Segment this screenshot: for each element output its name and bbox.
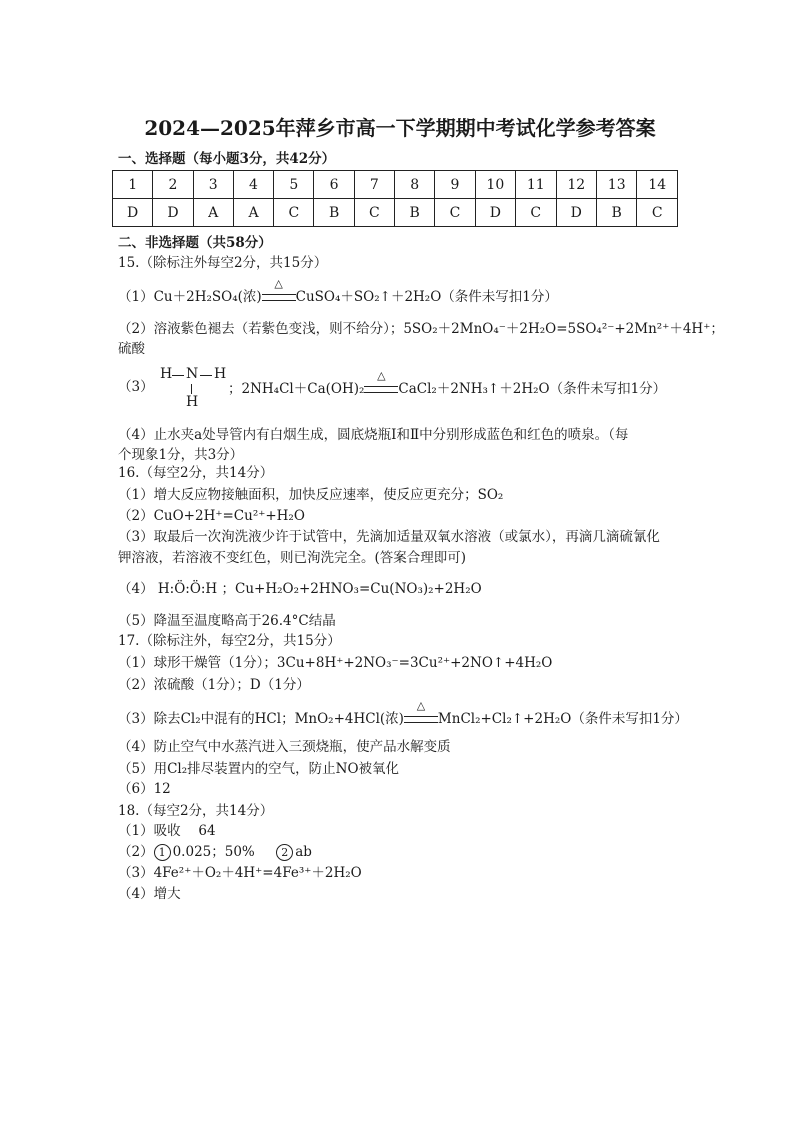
answer-table-number-cell: 2: [153, 171, 193, 199]
answer-table-answer-cell: A: [233, 199, 273, 227]
q15-part3-label: （3）: [118, 379, 154, 395]
circled-number: 2: [276, 844, 293, 861]
struct-h-right: H: [214, 366, 227, 382]
answer-table-number-cell: 8: [395, 171, 435, 199]
q16-part3-line2: 钾溶液，若溶液不变红色，则已洵洗完全。(答案合理即可): [118, 550, 467, 566]
circled-number: 1: [154, 844, 171, 861]
q17-part6: （6）12: [118, 781, 171, 797]
struct-n: N: [186, 366, 199, 382]
struct-h-left: H: [160, 366, 173, 382]
q15-heading: 15.（除标注外每空2分，共15分）: [118, 255, 328, 271]
answer-table-number-cell: 5: [274, 171, 314, 199]
q15-part3-equation: [228, 369, 667, 398]
answer-table-number-cell: 14: [637, 171, 678, 199]
heat-condition: [262, 277, 296, 306]
q18-part2-label: （2）: [118, 844, 154, 860]
answer-table-answer-row: [113, 199, 678, 227]
heat-condition: [404, 699, 438, 728]
page-title: 2024—2025年萍乡市高一下学期期中考试化学参考答案: [144, 116, 656, 140]
q15-part4-line1: （4）止水夹a处导管内有白烟生成，圆底烧瓶Ⅰ和Ⅱ中分别形成蓝色和红色的喷泉。（每: [118, 427, 629, 443]
q18-part3: （3）4Fe²⁺＋O₂＋4H⁺=4Fe³⁺＋2H₂O: [118, 865, 362, 881]
answer-table-number-cell: 1: [113, 171, 153, 199]
struct-h-bottom: H: [186, 394, 199, 410]
answer-table-answer-cell: D: [113, 199, 153, 227]
q17-part2: （2）浓硫酸（1分）；D（1分）: [118, 677, 310, 693]
answer-table-answer-cell: B: [596, 199, 636, 227]
q16-part4: （4） H:Ö:Ö:H ；Cu+H₂O₂+2HNO₃=Cu(NO₃)₂+2H₂O: [118, 581, 482, 597]
answer-table-number-row: [113, 171, 678, 199]
nh3-structure: [158, 366, 228, 410]
answer-table-number-cell: 6: [314, 171, 354, 199]
q18-heading: 18.（每空2分，共14分）: [118, 803, 274, 819]
q15-part1-right: CuSO₄＋SO₂↑＋2H₂O（条件未写扣1分）: [295, 289, 558, 305]
q18-part2-b: ab: [295, 844, 312, 860]
q15-part3-left: ；2NH₄Cl＋Ca(OH)₂: [228, 381, 365, 397]
heat-symbol: △: [416, 699, 426, 712]
answer-table-number-cell: 13: [596, 171, 636, 199]
q17-part4: （4）防止空气中水蒸汽进入三颈烧瓶，使产品水解变质: [118, 739, 451, 755]
q17-part1: （1）球形干燥管（1分）；3Cu+8H⁺+2NO₃⁻=3Cu²⁺+2NO↑+4H₂O: [118, 655, 553, 671]
q15-part2-line1: （2）溶液紫色褪去（若紫色变浅，则不给分）；5SO₂＋2MnO₄⁻＋2H₂O=5SO₄²⁻+2Mn²⁺＋4H⁺；: [118, 321, 724, 337]
answer-table-number-cell: 7: [354, 171, 394, 199]
q16-part1: （1）增大反应物接触面积，加快反应速率，使反应更充分；SO₂: [118, 487, 504, 503]
q17-part3-right: MnCl₂+Cl₂↑+2H₂O（条件未写扣1分）: [437, 711, 688, 727]
answer-table-answer-cell: B: [395, 199, 435, 227]
q17-part5: （5）用Cl₂排尽装置内的空气，防止NO被氧化: [118, 761, 400, 777]
answer-table-answer-cell: C: [435, 199, 475, 227]
q18-part1: （1）吸收 64: [118, 823, 216, 839]
q18-part4: （4）增大: [118, 886, 181, 902]
q18-part2: [118, 843, 312, 861]
answer-table-answer-cell: C: [274, 199, 314, 227]
answer-table-answer-cell: D: [475, 199, 515, 227]
q16-part5: （5）降温至温度略高于26.4°C结晶: [118, 613, 336, 629]
answer-table-number-cell: 9: [435, 171, 475, 199]
heat-condition: [364, 369, 398, 398]
q18-part2-a: 0.025；50%: [172, 844, 255, 860]
answer-table-answer-cell: D: [556, 199, 596, 227]
q15-part4-line2: 个现象1分，共3分）: [118, 447, 244, 463]
answer-table: [112, 170, 678, 227]
heat-symbol: △: [274, 277, 283, 290]
q16-part2: （2）CuO+2H⁺=Cu²⁺+H₂O: [118, 508, 305, 524]
q17-part3: [118, 699, 688, 728]
answer-table-answer-cell: C: [516, 199, 556, 227]
section1-heading: 一、选择题（每小题3分，共42分）: [118, 151, 336, 167]
answer-table-answer-cell: C: [354, 199, 394, 227]
q16-part3-line1: （3）取最后一次洵洗液少许于试管中，先滴加适量双氧水溶液（或氯水），再滴几滴硫氰化: [118, 529, 660, 545]
answer-table-answer-cell: D: [153, 199, 193, 227]
answer-table-answer-cell: B: [314, 199, 354, 227]
answer-table-answer-cell: C: [637, 199, 678, 227]
q15-part1-left: （1）Cu＋2H₂SO₄(浓): [118, 289, 262, 305]
q16-heading: 16.（每空2分，共14分）: [118, 465, 274, 481]
answer-table-number-cell: 11: [516, 171, 556, 199]
answer-table-number-cell: 12: [556, 171, 596, 199]
answer-table-number-cell: 3: [193, 171, 233, 199]
q15-part1: [118, 277, 558, 306]
section2-heading: 二、非选择题（共58分）: [118, 235, 272, 251]
heat-symbol: △: [377, 369, 386, 382]
q17-heading: 17.（除标注外，每空2分，共15分）: [118, 633, 341, 649]
q15-part3-right: CaCl₂＋2NH₃↑＋2H₂O（条件未写扣1分）: [398, 381, 667, 397]
answer-table-number-cell: 10: [475, 171, 515, 199]
answer-table-answer-cell: A: [193, 199, 233, 227]
answer-table-number-cell: 4: [233, 171, 273, 199]
q15-part2-line2: 硫酸: [118, 341, 145, 357]
q17-part3-left: （3）除去Cl₂中混有的HCl；MnO₂+4HCl(浓): [118, 711, 404, 727]
